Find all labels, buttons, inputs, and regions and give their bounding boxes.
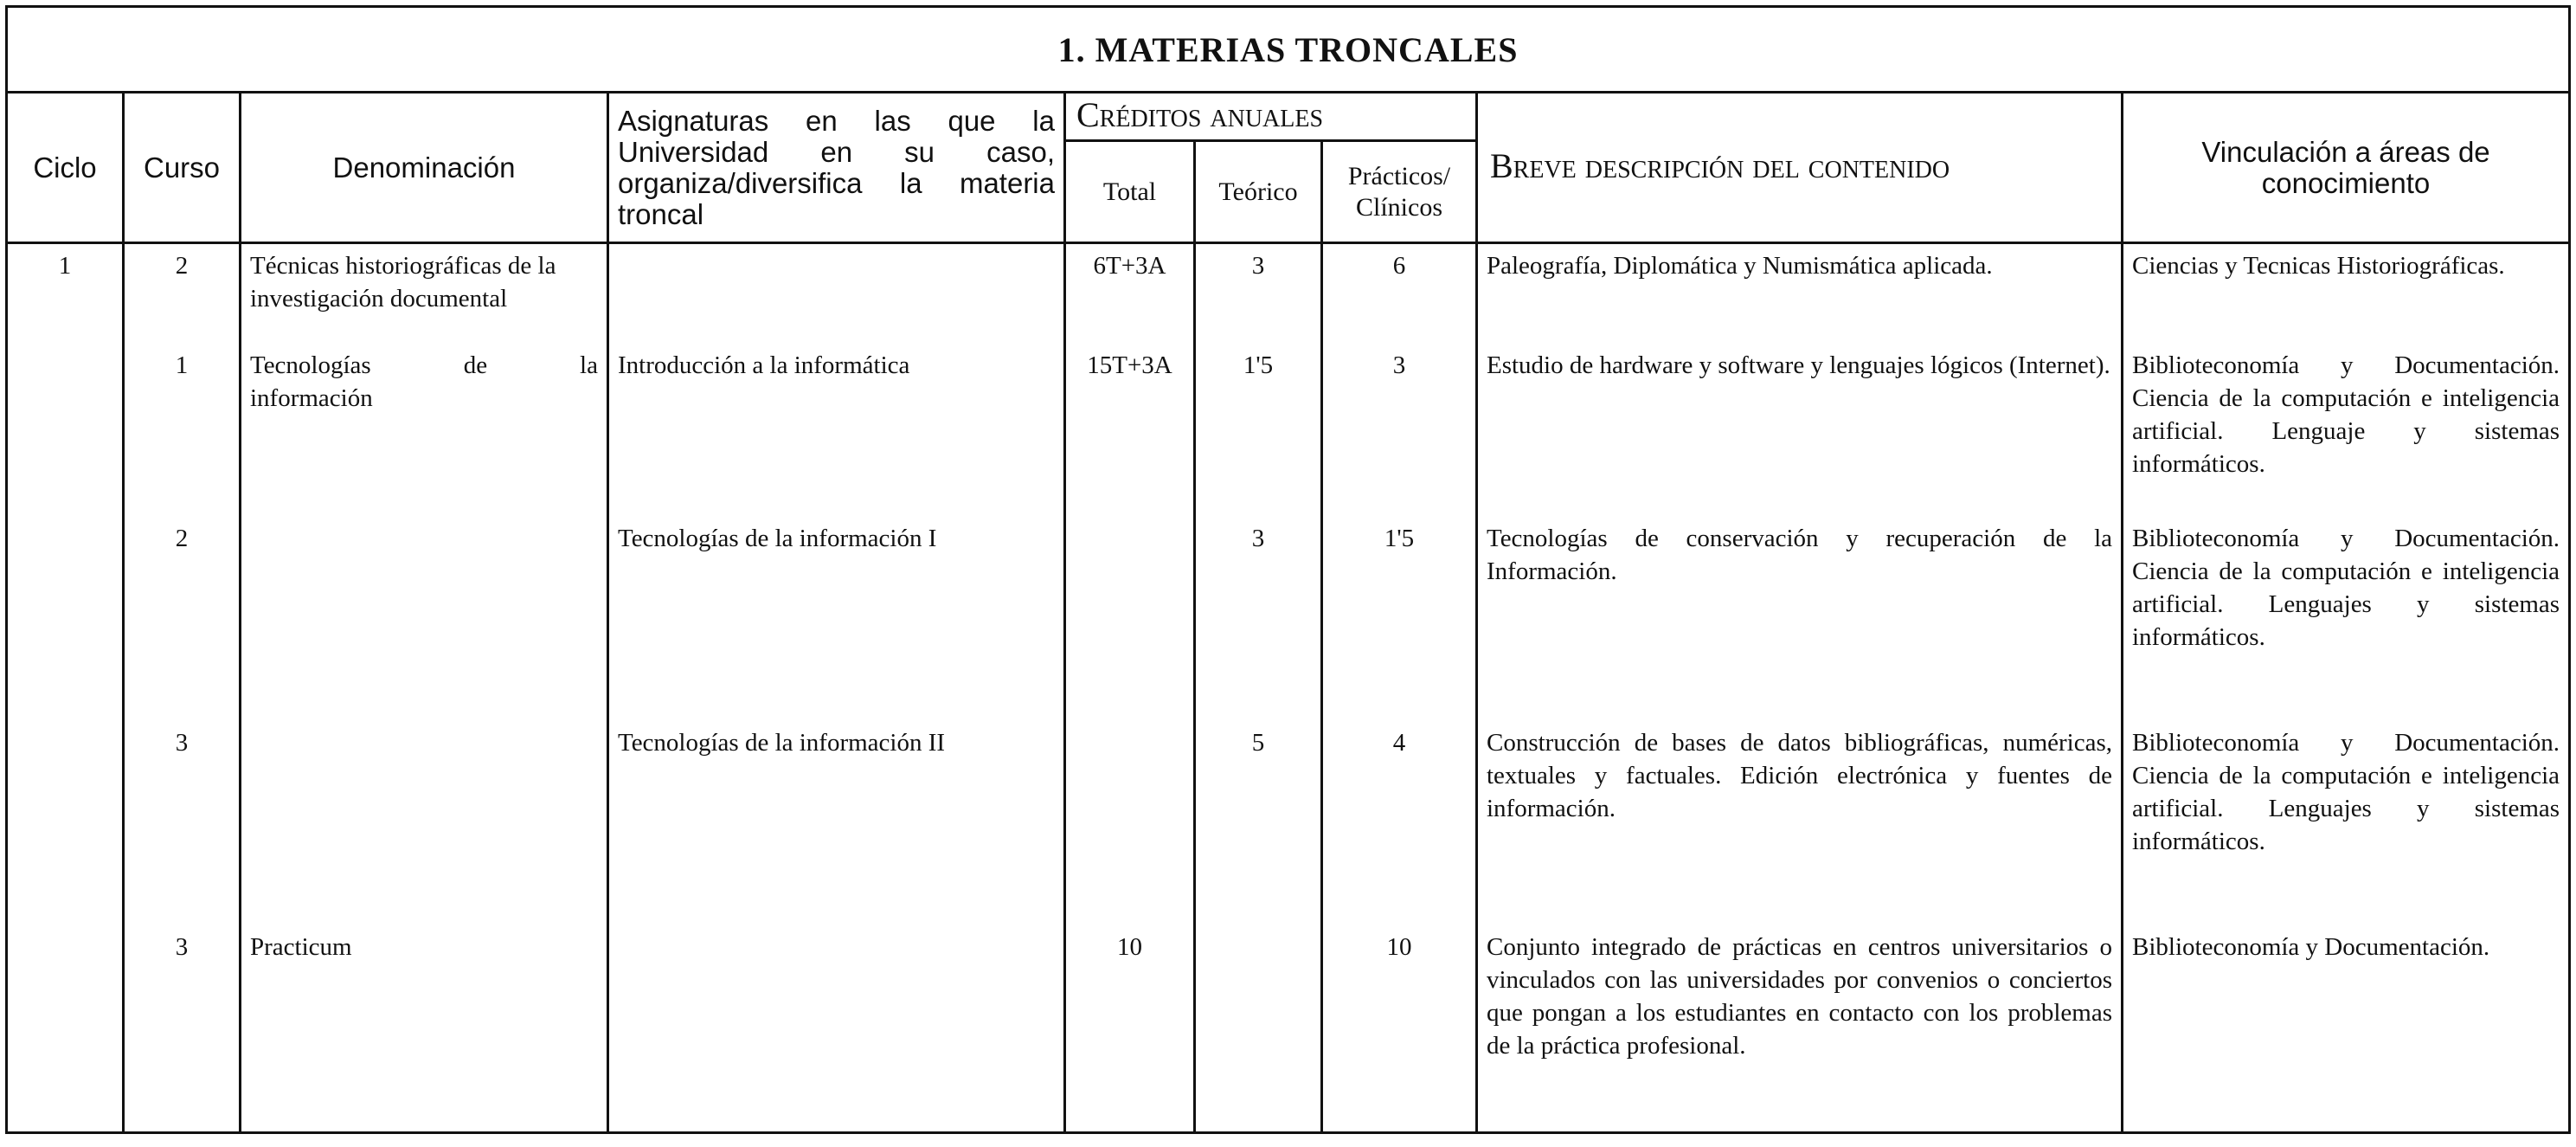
cell-ciclo bbox=[7, 721, 124, 925]
cell-descripcion: Paleografía, Diplomática y Numismática aplicada. bbox=[1477, 243, 2123, 344]
cell-teorico: 5 bbox=[1195, 721, 1322, 925]
cell-practicos: 4 bbox=[1322, 721, 1477, 925]
header-curso: Curso bbox=[124, 93, 241, 243]
cell-teorico: 1'5 bbox=[1195, 344, 1322, 517]
cell-curso: 2 bbox=[124, 517, 241, 721]
cell-descripcion: Construcción de bases de datos bibliográficas, numéricas, textuales y factuales. Edición electrónica y fuentes de información. bbox=[1477, 721, 2123, 925]
cell-ciclo bbox=[7, 925, 124, 1133]
cell-denominacion: Practicum bbox=[241, 925, 608, 1133]
table-row bbox=[7, 517, 2570, 721]
header-practicos: Prácticos/ Clínicos bbox=[1322, 141, 1477, 243]
materias-troncales-table bbox=[5, 5, 2571, 1134]
cell-asignatura: Tecnologías de la información I bbox=[608, 517, 1065, 721]
cell-denominacion bbox=[241, 721, 608, 925]
cell-practicos: 3 bbox=[1322, 344, 1477, 517]
table-row bbox=[7, 344, 2570, 517]
cell-total: 6T+3A bbox=[1065, 243, 1195, 344]
table-row bbox=[7, 721, 2570, 925]
cell-curso: 2 bbox=[124, 243, 241, 344]
cell-asignatura bbox=[608, 925, 1065, 1133]
cell-total bbox=[1065, 517, 1195, 721]
cell-asignatura bbox=[608, 243, 1065, 344]
cell-vinculacion: Biblioteconomía y Documentación. bbox=[2123, 925, 2570, 1133]
cell-ciclo bbox=[7, 517, 124, 721]
cell-practicos: 6 bbox=[1322, 243, 1477, 344]
denominacion-line-1: Tecnologías de la bbox=[250, 351, 598, 379]
descripcion-label: Breve descripción del contenido bbox=[1490, 146, 1950, 185]
header-vinculacion: Vinculación a áreas de conocimiento bbox=[2123, 93, 2570, 243]
cell-teorico bbox=[1195, 925, 1322, 1133]
cell-vinculacion: Ciencias y Tecnicas Historiográficas. bbox=[2123, 243, 2570, 344]
cell-ciclo bbox=[7, 344, 124, 517]
cell-ciclo: 1 bbox=[7, 243, 124, 344]
cell-descripcion: Tecnologías de conservación y recuperación de la Información. bbox=[1477, 517, 2123, 721]
cell-denominacion bbox=[241, 344, 608, 517]
cell-descripcion: Estudio de hardware y software y lenguajes lógicos (Internet). bbox=[1477, 344, 2123, 517]
header-asignaturas: Asignaturas en las que la Universidad en su caso, organiza/diversifica la materia troncal bbox=[608, 93, 1065, 243]
header-denominacion: Denominación bbox=[241, 93, 608, 243]
cell-denominacion bbox=[241, 517, 608, 721]
cell-practicos: 10 bbox=[1322, 925, 1477, 1133]
denominacion-line-2: información bbox=[250, 383, 373, 412]
table-title: 1. MATERIAS TRONCALES bbox=[7, 7, 2570, 93]
cell-descripcion: Conjunto integrado de prácticas en centros universitarios o vinculados con las universidades por convenios o conciertos que pongan a los estudiantes en contacto con los problemas de la práctica profesional. bbox=[1477, 925, 2123, 1133]
header-total: Total bbox=[1065, 141, 1195, 243]
header-teorico: Teórico bbox=[1195, 141, 1322, 243]
cell-asignatura: Introducción a la informática bbox=[608, 344, 1065, 517]
cell-practicos: 1'5 bbox=[1322, 517, 1477, 721]
cell-vinculacion: Biblioteconomía y Documentación. Ciencia de la computación e inteligencia artificial. Lenguaje y sistemas informáticos. bbox=[2123, 344, 2570, 517]
cell-total: 15T+3A bbox=[1065, 344, 1195, 517]
table-row bbox=[7, 925, 2570, 1133]
creditos-label: Créditos anuales bbox=[1076, 95, 1324, 134]
header-descripcion bbox=[1477, 93, 2123, 243]
cell-curso: 3 bbox=[124, 925, 241, 1133]
cell-curso: 1 bbox=[124, 344, 241, 517]
header-ciclo: Ciclo bbox=[7, 93, 124, 243]
cell-teorico: 3 bbox=[1195, 517, 1322, 721]
cell-curso: 3 bbox=[124, 721, 241, 925]
cell-total: 10 bbox=[1065, 925, 1195, 1133]
cell-total bbox=[1065, 721, 1195, 925]
cell-asignatura: Tecnologías de la información II bbox=[608, 721, 1065, 925]
cell-teorico: 3 bbox=[1195, 243, 1322, 344]
cell-vinculacion: Biblioteconomía y Documentación. Ciencia de la computación e inteligencia artificial. Lenguajes y sistemas informáticos. bbox=[2123, 517, 2570, 721]
table-row bbox=[7, 243, 2570, 344]
header-creditos bbox=[1065, 93, 1477, 141]
cell-denominacion: Técnicas historiográficas de la investigación documental bbox=[241, 243, 608, 344]
cell-vinculacion: Biblioteconomía y Documentación. Ciencia de la computación e inteligencia artificial. Lenguajes y sistemas informáticos. bbox=[2123, 721, 2570, 925]
